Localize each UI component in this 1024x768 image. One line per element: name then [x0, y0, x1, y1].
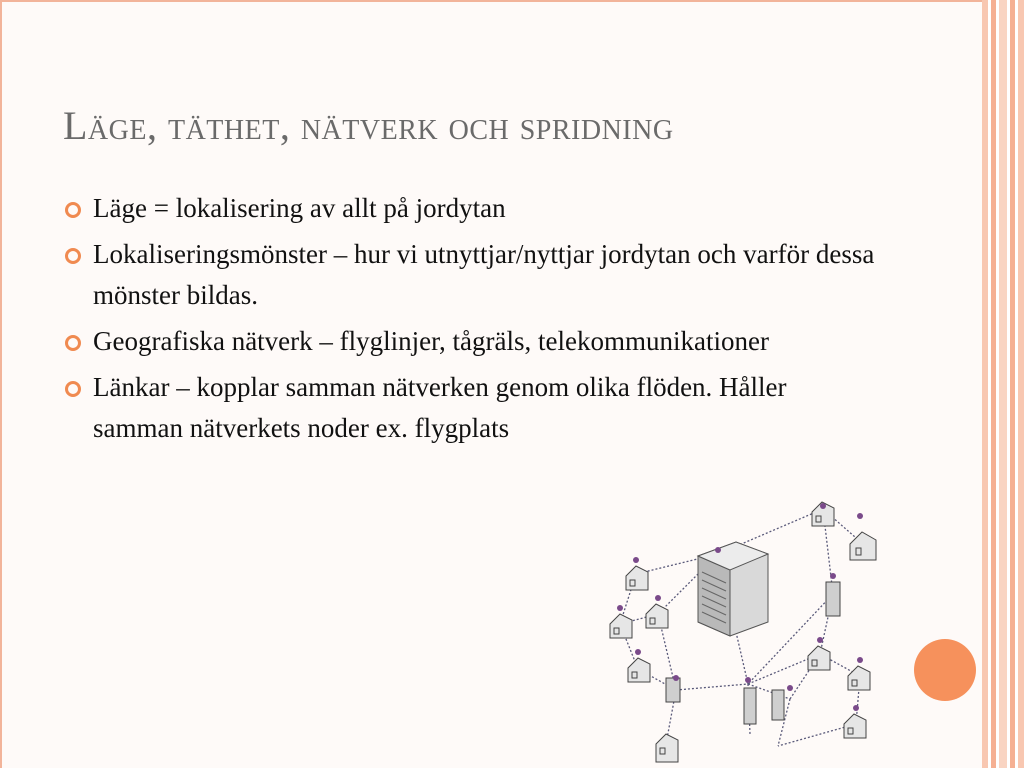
ring-bullet-icon: [65, 335, 81, 351]
decorative-stripes: [982, 0, 1024, 768]
bullet-list: [63, 188, 883, 454]
network-diagram-image: [598, 494, 888, 768]
ring-bullet-icon: [65, 381, 81, 397]
bullet-text: Länkar – kopplar samman nätverken genom olika flöden. Håller samman nätverkets noder ex. flygplats: [93, 372, 787, 443]
bullet-text: Geografiska nätverk – flyglinjer, tågräls, telekommunikationer: [93, 326, 769, 356]
bullet-item: [63, 367, 883, 449]
decorative-circle: [914, 639, 976, 701]
bullet-item: [63, 188, 883, 229]
bullet-text: Lokaliseringsmönster – hur vi utnyttjar/nyttjar jordytan och varför dessa mönster bildas.: [93, 239, 875, 310]
slide-title: Läge, täthet, nätverk och spridning: [63, 103, 674, 148]
bullet-text: Läge = lokalisering av allt på jordytan: [93, 193, 506, 223]
ring-bullet-icon: [65, 248, 81, 264]
server-building-icon: [698, 542, 768, 636]
ring-bullet-icon: [65, 202, 81, 218]
bullet-item: [63, 321, 883, 362]
bullet-item: [63, 234, 883, 316]
